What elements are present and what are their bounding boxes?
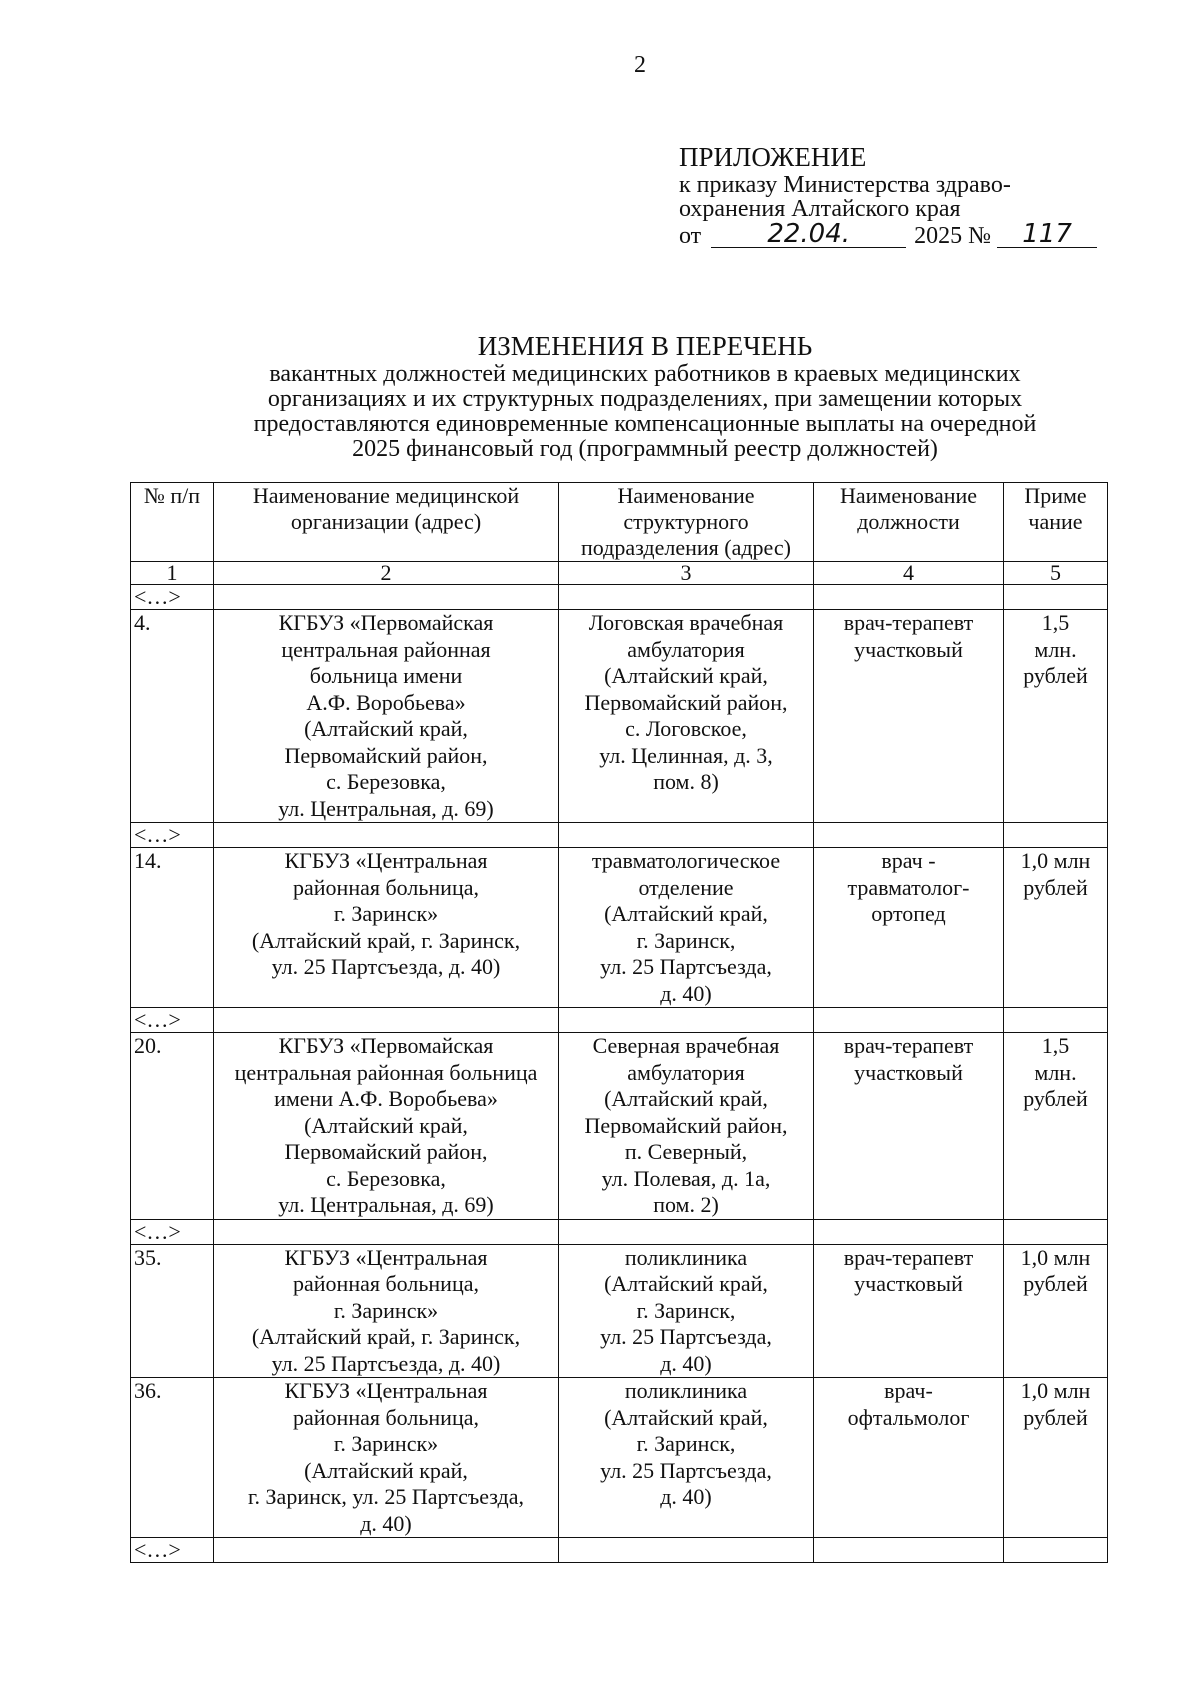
row-organization: КГБУЗ «Центральная районная больница, г. Заринск» (Алтайский край, г. Заринск, ул. 25 Партсъезда, д. 40) xyxy=(214,848,559,1008)
table-row xyxy=(131,848,1108,1008)
appendix-line-2: охранения Алтайского края xyxy=(679,196,961,222)
row-unit: травматологическое отделение (Алтайский край, г. Заринск, ул. 25 Партсъезда, д. 40) xyxy=(559,848,814,1008)
row-number: 35. xyxy=(131,1244,214,1378)
table-row xyxy=(131,1378,1108,1538)
header-position: Наименование должности xyxy=(814,483,1004,562)
document-subtitle xyxy=(160,362,1130,462)
document-title: ИЗМЕНЕНИЯ В ПЕРЕЧЕНЬ xyxy=(477,331,813,361)
column-index-row xyxy=(131,562,1108,585)
row-unit: поликлиника (Алтайский край, г. Заринск, ул. 25 Партсъезда, д. 40) xyxy=(559,1378,814,1538)
date-prefix: от xyxy=(679,223,702,249)
appendix-block xyxy=(679,142,1119,248)
handwritten-order-number: 117 xyxy=(997,221,1097,248)
ellipsis-marker: <…> xyxy=(131,1219,214,1244)
ellipsis-marker: <…> xyxy=(131,1538,214,1563)
row-note: 1,0 млн рублей xyxy=(1004,848,1108,1008)
handwritten-date: 22.04. xyxy=(711,221,906,248)
row-unit: Логовская врачебная амбулатория (Алтайский край, Первомайский район, с. Логовское, ул. Целинная, д. 3, пом. 8) xyxy=(559,610,814,823)
header-organization: Наименование медицинской организации (адрес) xyxy=(214,483,559,562)
row-number: 4. xyxy=(131,610,214,823)
row-note: 1,0 млн рублей xyxy=(1004,1378,1108,1538)
ellipsis-marker: <…> xyxy=(131,1008,214,1033)
subtitle-line: организациях и их структурных подразделениях, при замещении которых xyxy=(267,386,1023,412)
ellipsis-marker: <…> xyxy=(131,823,214,848)
row-organization: КГБУЗ «Центральная районная больница, г. Заринск» (Алтайский край, г. Заринск, ул. 25 Партсъезда, д. 40) xyxy=(214,1244,559,1378)
appendix-title: ПРИЛОЖЕНИЕ xyxy=(679,142,867,172)
column-index: 3 xyxy=(559,562,814,585)
row-note: 1,5 млн. рублей xyxy=(1004,610,1108,823)
row-organization: КГБУЗ «Первомайская центральная районная больница имени А.Ф. Воробьева» (Алтайский край, Первомайский район, с. Березовка, ул. Центральная, д. 69) xyxy=(214,610,559,823)
subtitle-line: вакантных должностей медицинских работников в краевых медицинских xyxy=(269,361,1021,387)
header-note: Приме чание xyxy=(1004,483,1108,562)
appendix-date-line xyxy=(679,221,1119,248)
table-row xyxy=(131,1244,1108,1378)
omitted-rows xyxy=(131,1538,1108,1563)
omitted-rows xyxy=(131,1008,1108,1033)
table-header-row xyxy=(131,483,1108,562)
column-index: 2 xyxy=(214,562,559,585)
row-position: врач- офтальмолог xyxy=(814,1378,1004,1538)
row-position: врач - травматолог- ортопед xyxy=(814,848,1004,1008)
column-index: 1 xyxy=(131,562,214,585)
row-organization: КГБУЗ «Первомайская центральная районная больница имени А.Ф. Воробьева» (Алтайский край, Первомайский район, с. Березовка, ул. Центральная, д. 69) xyxy=(214,1033,559,1220)
row-number: 36. xyxy=(131,1378,214,1538)
omitted-rows xyxy=(131,585,1108,610)
row-organization: КГБУЗ «Центральная районная больница, г. Заринск» (Алтайский край, г. Заринск, ул. 25 Партсъезда, д. 40) xyxy=(214,1378,559,1538)
row-position: врач-терапевт участковый xyxy=(814,1244,1004,1378)
omitted-rows xyxy=(131,823,1108,848)
row-position: врач-терапевт участковый xyxy=(814,610,1004,823)
row-number: 20. xyxy=(131,1033,214,1220)
column-index: 4 xyxy=(814,562,1004,585)
order-year: 2025 xyxy=(914,223,963,249)
positions-table xyxy=(130,482,1108,1563)
row-unit: Северная врачебная амбулатория (Алтайский край, Первомайский район, п. Северный, ул. Полевая, д. 1а, пом. 2) xyxy=(559,1033,814,1220)
row-note: 1,5 млн. рублей xyxy=(1004,1033,1108,1220)
page-number: 2 xyxy=(634,52,646,78)
row-number: 14. xyxy=(131,848,214,1008)
header-unit: Наименование структурного подразделения (адрес) xyxy=(559,483,814,562)
row-position: врач-терапевт участковый xyxy=(814,1033,1004,1220)
row-note: 1,0 млн рублей xyxy=(1004,1244,1108,1378)
row-unit: поликлиника (Алтайский край, г. Заринск, ул. 25 Партсъезда, д. 40) xyxy=(559,1244,814,1378)
ellipsis-marker: <…> xyxy=(131,585,214,610)
subtitle-line: предоставляются единовременные компенсационные выплаты на очередной xyxy=(253,411,1037,437)
table-row xyxy=(131,610,1108,823)
header-number: № п/п xyxy=(131,483,214,562)
number-sign: № xyxy=(968,223,992,249)
appendix-line-1: к приказу Министерства здраво- xyxy=(679,172,1011,198)
omitted-rows xyxy=(131,1219,1108,1244)
table-row xyxy=(131,1033,1108,1220)
subtitle-line: 2025 финансовый год (программный реестр должностей) xyxy=(352,436,938,462)
column-index: 5 xyxy=(1004,562,1108,585)
